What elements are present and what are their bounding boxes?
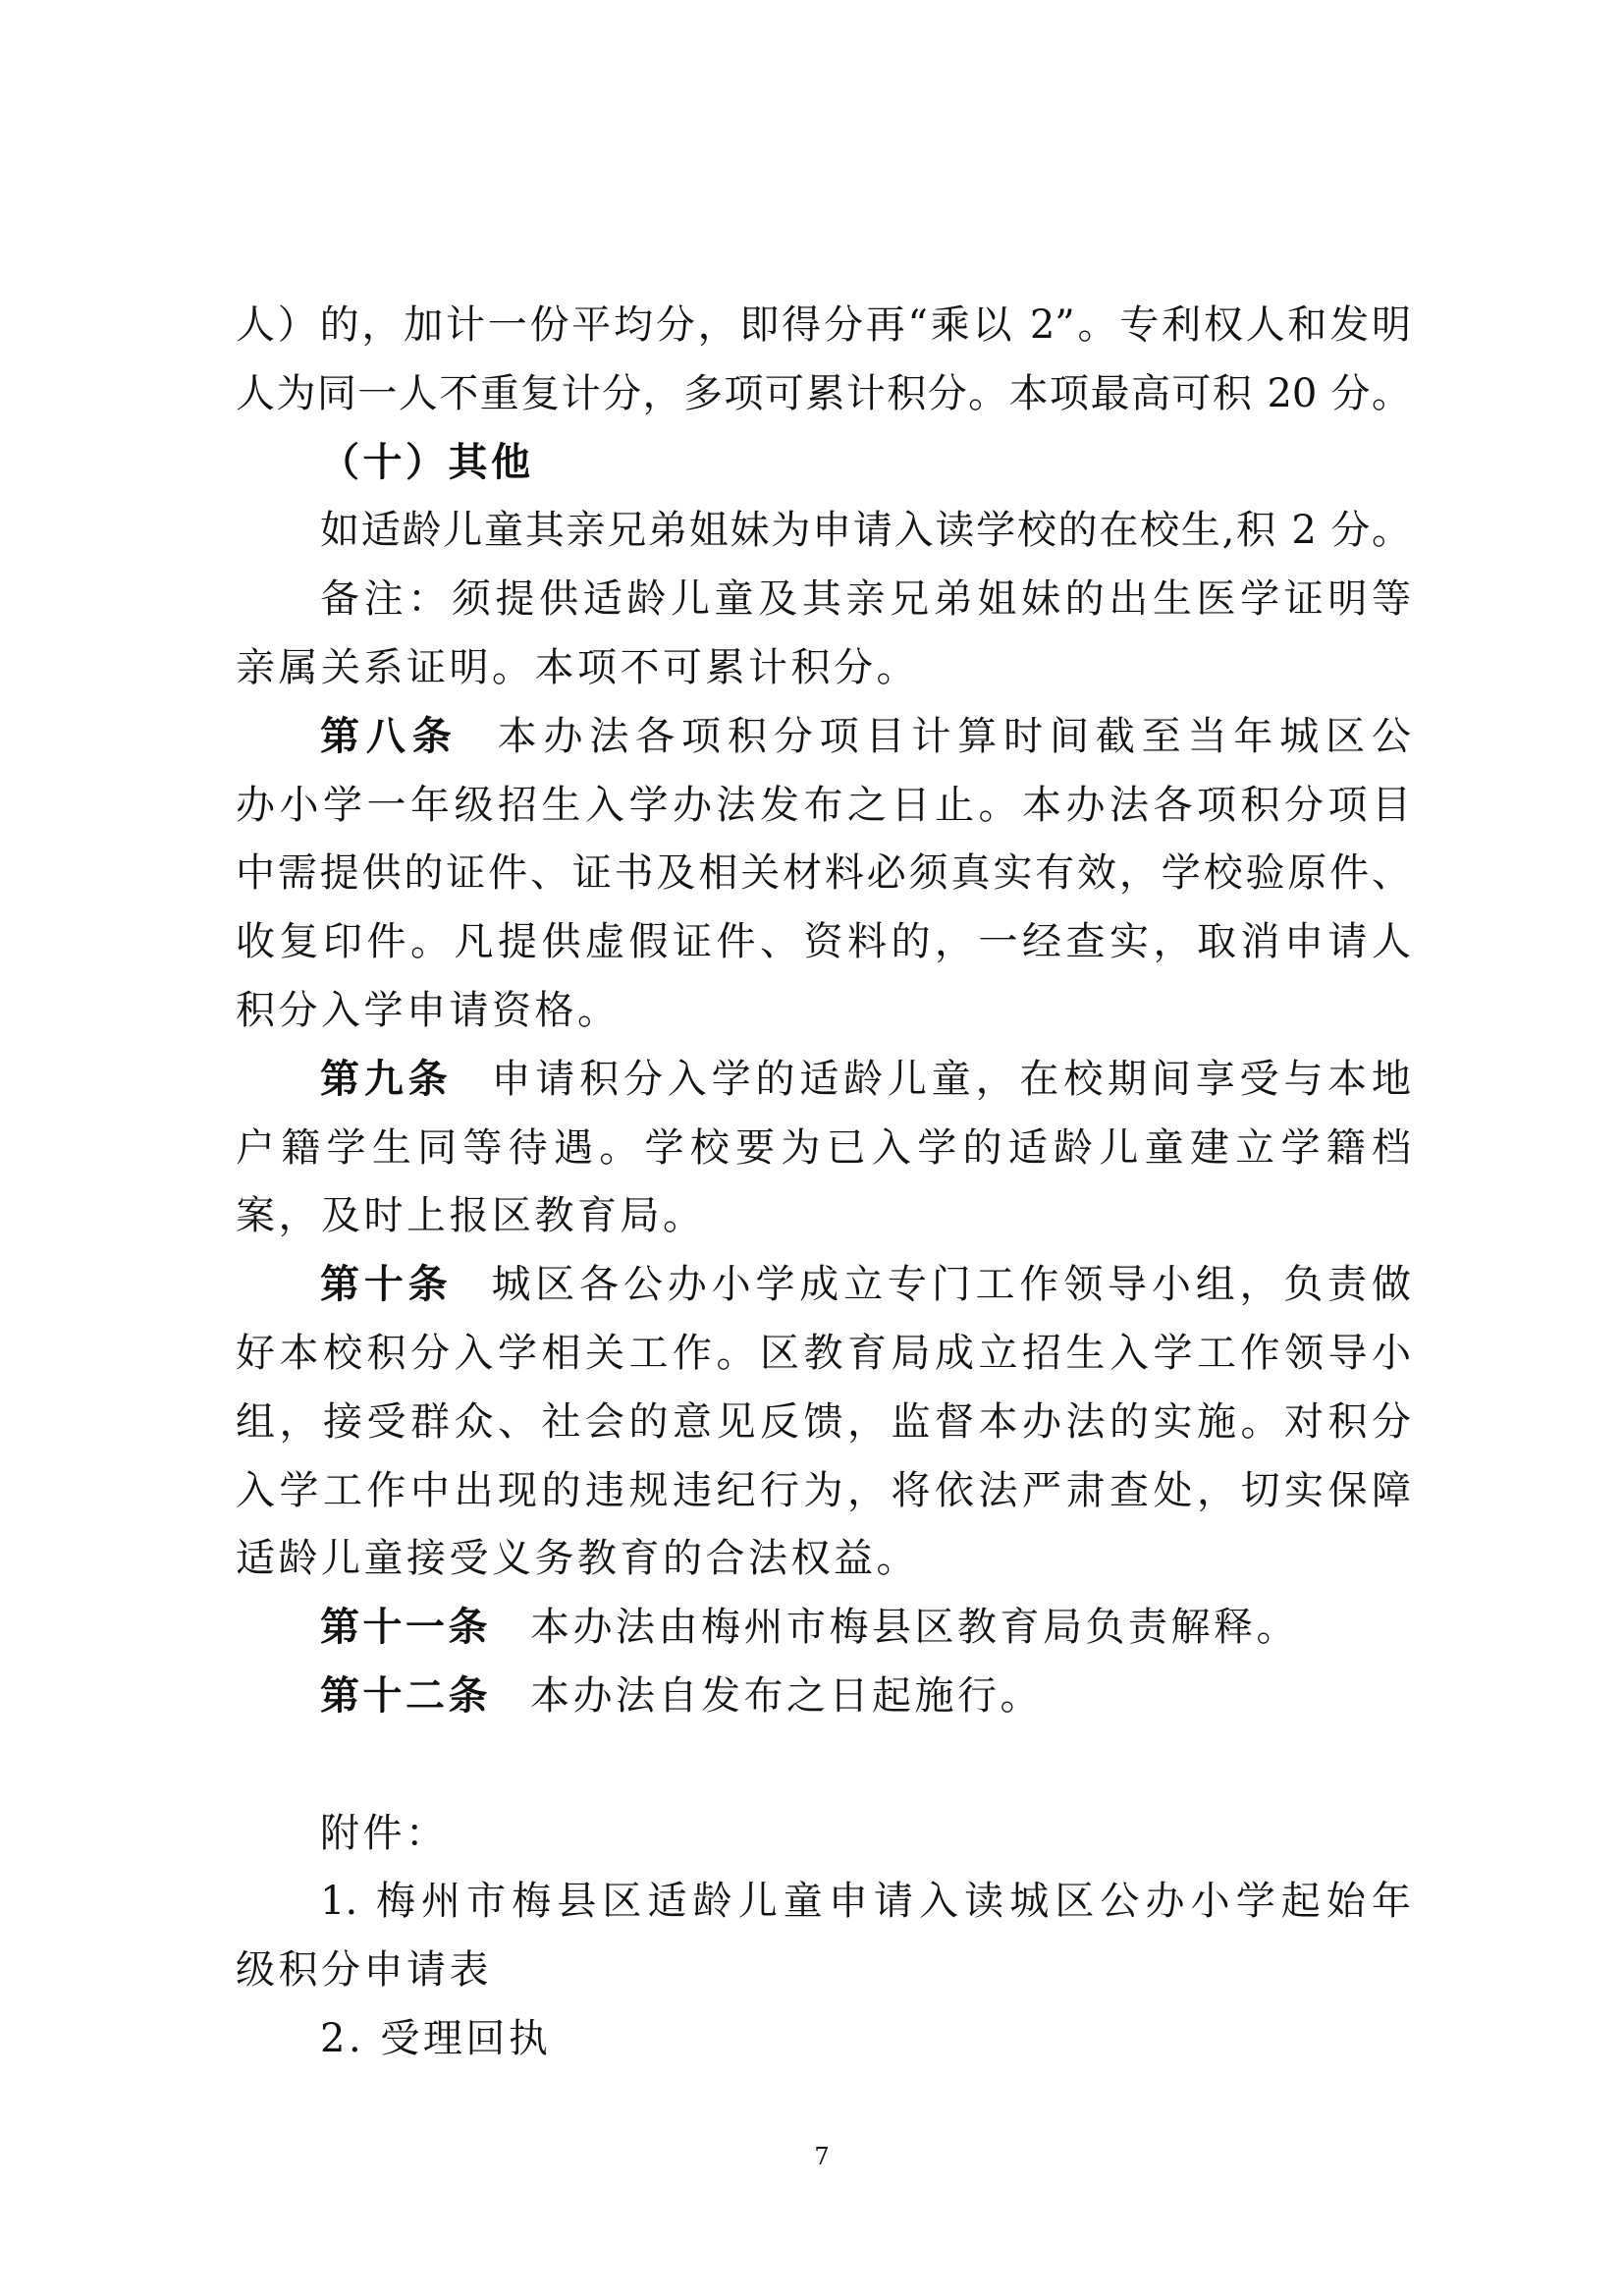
- section-heading: （十）其他: [320, 439, 534, 485]
- article-line: 组，接受群众、社会的意见反馈，监督本办法的实施。对积分: [236, 1398, 1411, 1445]
- paragraph-line: 人为同一人不重复计分，多项可累计积分。本项最高可积 20 分。: [236, 370, 1411, 416]
- article-line: 入学工作中出现的违规违纪行为，将依法严肃查处，切实保障: [236, 1467, 1411, 1513]
- article-text: 本办法各项积分项目计算时间截至当年城区公: [497, 713, 1412, 759]
- article-line: 办小学一年级招生入学办法发布之日止。本办法各项积分项目: [236, 782, 1411, 828]
- article-11-line: [236, 1594, 1411, 1663]
- page-number: 7: [814, 2143, 830, 2170]
- attachment-item-1-continued: 级积分申请表: [236, 1947, 492, 1994]
- note-line: 备注：须提供适龄儿童及其亲兄弟姐妹的出生医学证明等: [320, 576, 1411, 623]
- article-label: 第十二条: [320, 1672, 491, 1719]
- paragraph-line: 如适龄儿童其亲兄弟姐妹为申请入读学校的在校生,积 2 分。: [320, 508, 1411, 554]
- article-line: 户籍学生同等待遇。学校要为已入学的适龄儿童建立学籍档: [236, 1124, 1411, 1171]
- article-label: 第十一条: [320, 1605, 491, 1651]
- article-8-first-line: [236, 703, 1411, 772]
- article-label: 第八条: [320, 713, 459, 759]
- paragraph-line: 人）的，加计一份平均分，即得分再“乘以 2”。专利权人和发明: [236, 302, 1411, 348]
- article-text: 申请积分入学的适龄儿童，在校期间享受与本地: [491, 1056, 1412, 1102]
- document-body: [236, 292, 1411, 2074]
- article-label: 第十条: [320, 1262, 453, 1308]
- attachment-item-2: 2. 受理回执: [320, 2015, 552, 2061]
- article-line: 中需提供的证件、证书及相关材料必须真实有效，学校验原件、: [236, 850, 1411, 897]
- attachments-label: 附件：: [320, 1810, 449, 1856]
- article-line: 案，及时上报区教育局。: [236, 1193, 706, 1239]
- article-text: 城区各公办小学成立专门工作领导小组，负责做: [491, 1262, 1412, 1308]
- article-12-line: [236, 1663, 1411, 1731]
- article-line: 好本校积分入学相关工作。区教育局成立招生入学工作领导小: [236, 1330, 1411, 1376]
- article-line: 收复印件。凡提供虚假证件、资料的，一经查实，取消申请人: [236, 919, 1411, 965]
- article-label: 第九条: [320, 1056, 453, 1102]
- article-text: 本办法由梅州市梅县区教育局负责解释。: [530, 1605, 1299, 1651]
- note-line: 亲属关系证明。本项不可累计积分。: [236, 644, 919, 690]
- article-10-first-line: [236, 1251, 1411, 1320]
- article-text: 本办法自发布之日起施行。: [530, 1672, 1043, 1719]
- article-line: 积分入学申请资格。: [236, 987, 621, 1033]
- article-9-first-line: [236, 1046, 1411, 1115]
- blank-line: [236, 1731, 1411, 1800]
- article-line: 适龄儿童接受义务教育的合法权益。: [236, 1536, 919, 1582]
- attachment-item-1: 1. 梅州市梅县区适龄儿童申请入读城区公办小学起始年: [320, 1879, 1411, 1925]
